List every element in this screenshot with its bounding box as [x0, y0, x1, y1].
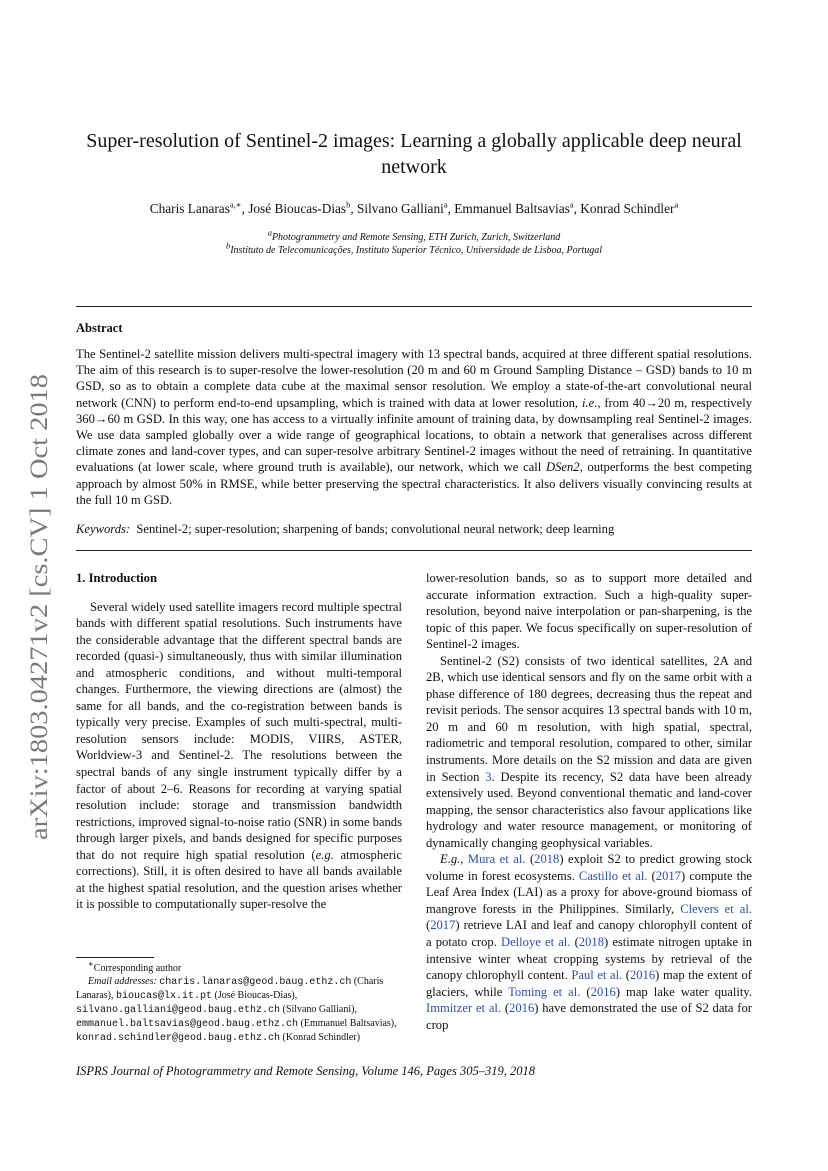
author-name: Charis Lanaras — [149, 201, 230, 216]
text: Corresponding author — [93, 963, 182, 974]
section-link[interactable]: 3 — [485, 769, 492, 784]
author-name: Konrad Schindler — [580, 201, 675, 216]
abstract-body — [76, 346, 752, 508]
author-affil-mark: a — [569, 199, 574, 210]
email-address[interactable]: silvano.galliani@geod.baug.ethz.ch — [76, 1005, 281, 1016]
email-label: Email addresses: — [88, 976, 157, 987]
footnote-mark: ∗ — [88, 958, 94, 969]
citation-link[interactable]: Paul et al. — [571, 968, 623, 983]
text: exploit S2 to predict growing stock volume in forest ecosystems. — [426, 852, 752, 883]
text: . Despite its recency, S2 data have been already extensively used. Beyond conventional thematic and land-cover mapping, the sensor characteristics also favour applications like hydrology and water resource management, or monitoring of dynamically changing geophysical variables. — [426, 769, 753, 850]
abstract-text: i.e. — [581, 395, 598, 410]
email-owner: (José Bioucas-Dias), — [212, 990, 298, 1001]
citation-link[interactable]: Mura et al. — [467, 852, 526, 867]
text: atmospheric corrections). Still, it is often desired to have all bands available at the highest spatial resolution, and the question arises whether it is possible to computationally super-resolve the — [76, 847, 402, 912]
arxiv-stamp — [17, 372, 57, 842]
affil-text: Instituto de Telecomunicações, Instituto Superior Técnico, Universidade de Lisboa, Portugal — [230, 245, 603, 256]
citation-link[interactable]: Castillo et al. — [578, 868, 648, 883]
abstract-heading: Abstract — [76, 321, 123, 335]
citation-link[interactable]: Delloye et al. — [501, 935, 571, 950]
email-address[interactable]: charis.lanaras@geod.baug.ethz.ch — [159, 977, 352, 988]
text: estimate nitrogen uptake in intensive winter wheat cropping systems by retrieval of the canopy chlorophyll content. — [426, 935, 753, 983]
author-affil-mark: a — [443, 199, 448, 210]
paragraph: E.g., Mura et al. (2018) exploit S2 to predict growing stock volume in forest ecosystems. Castillo et al. (2017) compute the Leaf Area Index (LAI) as a proxy for above-ground biomass of mangrove forests in the Philippines. Similarly, Clevers et al. (2017) retrieve LAI and leaf and canopy chlorophyll content of a potato crop. Delloye et al. (2018) estimate nitrogen uptake in intensive winter wheat cropping systems by retrieval of the canopy chlorophyll content. Paul et al. (2016) map the extent of glaciers, while Toming et al. (2016) map lake water quality. Immitzer et al. (2016) have demonstrated the use of S2 data for crop — [426, 852, 753, 1032]
arxiv-id: arXiv:1803.04271v2 [cs.CV] 1 Oct 2018 — [26, 430, 53, 840]
text: compute the Leaf Area Index (LAI) as a proxy for above-ground biomass of mangrove forests in the Philippines. Similarly, — [426, 868, 752, 916]
abstract-text: DSen2 — [545, 460, 580, 475]
left-column — [76, 570, 402, 913]
email-owner: (Konrad Schindler) — [280, 1032, 361, 1043]
divider — [76, 306, 752, 307]
citation-year-link[interactable]: 2017 — [430, 918, 456, 933]
author-name: José Bioucas-Dias — [248, 201, 347, 216]
email-address[interactable]: konrad.schindler@geod.baug.ethz.ch — [76, 1033, 281, 1044]
text: E.g. — [440, 852, 461, 867]
paper-title — [76, 128, 752, 180]
title-line-2: network — [381, 156, 447, 178]
citation-link[interactable]: Toming et al. — [508, 984, 581, 999]
abstract-text: , from 40→20 m, respectively 360→60 m GSD. In this way, one has access to a virtually infinite amount of training data, by downsampling real Sentinel-2 images. We use data sampled globally over a wide range of geographical locations, to obtain a network that generalises across different climate zones and land-cover types, and can super-resolve arbitrary Sentinel-2 images without the need of retraining. In quantitative evaluations (at lower scale, where ground truth is available), our network, which we call — [76, 395, 752, 475]
right-column — [426, 570, 752, 1033]
email-owner: (Charis Lanaras), — [76, 976, 384, 1001]
citation-year-link[interactable]: 2016 — [509, 1001, 535, 1016]
affil-mark: b — [225, 240, 231, 251]
text: map lake water quality. — [620, 984, 753, 999]
author-name: Silvano Galliani — [357, 201, 444, 216]
citation-link[interactable]: Immitzer et al. — [426, 1001, 502, 1016]
text: retrieve LAI and leaf and canopy chlorophyll content of a potato crop. — [426, 918, 752, 950]
author-list: Charis Lanaras$^{a,∗}$, José Bioucas-Dias$^b$, Silvano Galliani$^a$, Emmanuel Baltsavias$^a$, Konrad Schindler$^a$ — [149, 199, 679, 216]
author-affil-mark: a — [674, 199, 679, 210]
keywords-text: Sentinel-2; super-resolution; sharpening of bands; convolutional neural network; deep learning — [136, 522, 615, 536]
paragraph — [76, 599, 402, 913]
keywords-label: Keywords: — [76, 522, 131, 536]
affiliation — [76, 227, 752, 243]
footnote — [76, 958, 402, 1045]
author-affil-mark: b — [346, 199, 351, 210]
journal-reference: ISPRS Journal of Photogrammetry and Remote Sensing, Volume 146, Pages 305–319, 2018 — [76, 1064, 535, 1078]
text: Several widely used satellite imagers record multiple spectral bands with different spatial resolutions. Such instruments have the considerable advantage that the different spectral bands are recorded (quasi-) simultaneously, thus with similar illumination and atmospheric conditions, and without multi-temporal changes. Furthermore, the viewing directions are (almost) the same for all bands, and the co-registration between bands is typically very precise. Examples of such multi-spectral, multi-resolution sensors include: MODIS, VIIRS, ASTER, Worldview-3 and Sentinel-2. The resolutions between the spectral bands of any single instrument typically differ by a factor of about 2–6. Reasons for recording at varying spatial resolution include: storage and transmission bandwidth restrictions, improved signal-to-noise ratio (SNR) in some bands through larger pixels, and bands designed for specific purposes that do not require high spatial resolution ( — [76, 599, 402, 862]
text: e.g. — [315, 847, 334, 862]
footnote-emails — [76, 975, 402, 1045]
paragraph: lower-resolution bands, so as to support more detailed and accurate information extraction. Such a high-quality super-resolution, beyond naive interpolation or pan-sharpening, is the topic of this paper. We focus specifically on super-resolution of Sentinel-2 images. — [426, 571, 752, 652]
citation-year-link[interactable]: 2016 — [590, 984, 616, 999]
text: Sentinel-2 (S2) consists of two identical satellites, 2A and 2B, which use identical sensors and fly on the same orbit with a phase difference of 180 degrees, decreasing thus the repeat and revisit periods. The sensor acquires 13 spectral bands with 10 m, 20 m and 60 m resolution, with high spatial, spectral, radiometric and temporal resolution, compared to other, similar instruments. More details on the S2 mission and data are given in Section — [426, 653, 752, 784]
author-name: Emmanuel Baltsavias — [454, 201, 570, 216]
abstract-text: , outperforms the best competing approach by almost 50% in RMSE, while better preserving the spectral characteristics. It also delivers visually convincing results at the full 10 m GSD. — [76, 460, 752, 507]
keywords — [76, 522, 752, 537]
affil-mark: a — [267, 227, 272, 238]
citation-year-link[interactable]: 2016 — [629, 968, 656, 983]
text: map the extent of glaciers, while — [426, 968, 752, 999]
affiliation — [76, 240, 752, 256]
email-owner: (Emmanuel Baltsavias), — [298, 1018, 397, 1029]
email-address[interactable]: bioucas@lx.it.pt — [115, 991, 212, 1002]
abstract-text: The Sentinel-2 satellite mission delivers multi-spectral imagery with 13 spectral bands, acquired at three different spatial resolutions. The aim of this research is to super-resolve the lower-resolution (20 m and 60 m Ground Sampling Distance – GSD) bands to 10 m GSD, so as to obtain a complete data cube at the maximal sensor resolution. We employ a state-of-the-art convolutional neural network (CNN) to perform end-to-end upsampling, which is trained with data at lower resolution, — [76, 347, 752, 410]
footnote-corresponding — [76, 958, 402, 975]
text: have demonstrated the use of S2 data for crop — [426, 1001, 752, 1032]
title-line-1: Super-resolution of Sentinel-2 images: Learning a globally applicable deep neural — [86, 130, 742, 152]
email-owner: (Silvano Galliani), — [280, 1004, 357, 1015]
email-address[interactable]: emmanuel.baltsavias@geod.baug.ethz.ch — [76, 1019, 299, 1030]
affil-text: Photogrammetry and Remote Sensing, ETH Zurich, Zurich, Switzerland — [271, 232, 561, 243]
section-heading: 1. Introduction — [76, 571, 157, 585]
citation-link[interactable]: Clevers et al. — [680, 901, 752, 916]
citation-year-link[interactable]: 2017 — [655, 868, 681, 883]
citation-year-link[interactable]: 2018 — [578, 935, 604, 950]
author-affil-mark: a,∗ — [229, 199, 242, 210]
divider — [76, 550, 752, 551]
citation-year-link[interactable]: 2018 — [534, 852, 560, 867]
paragraph — [426, 653, 752, 852]
